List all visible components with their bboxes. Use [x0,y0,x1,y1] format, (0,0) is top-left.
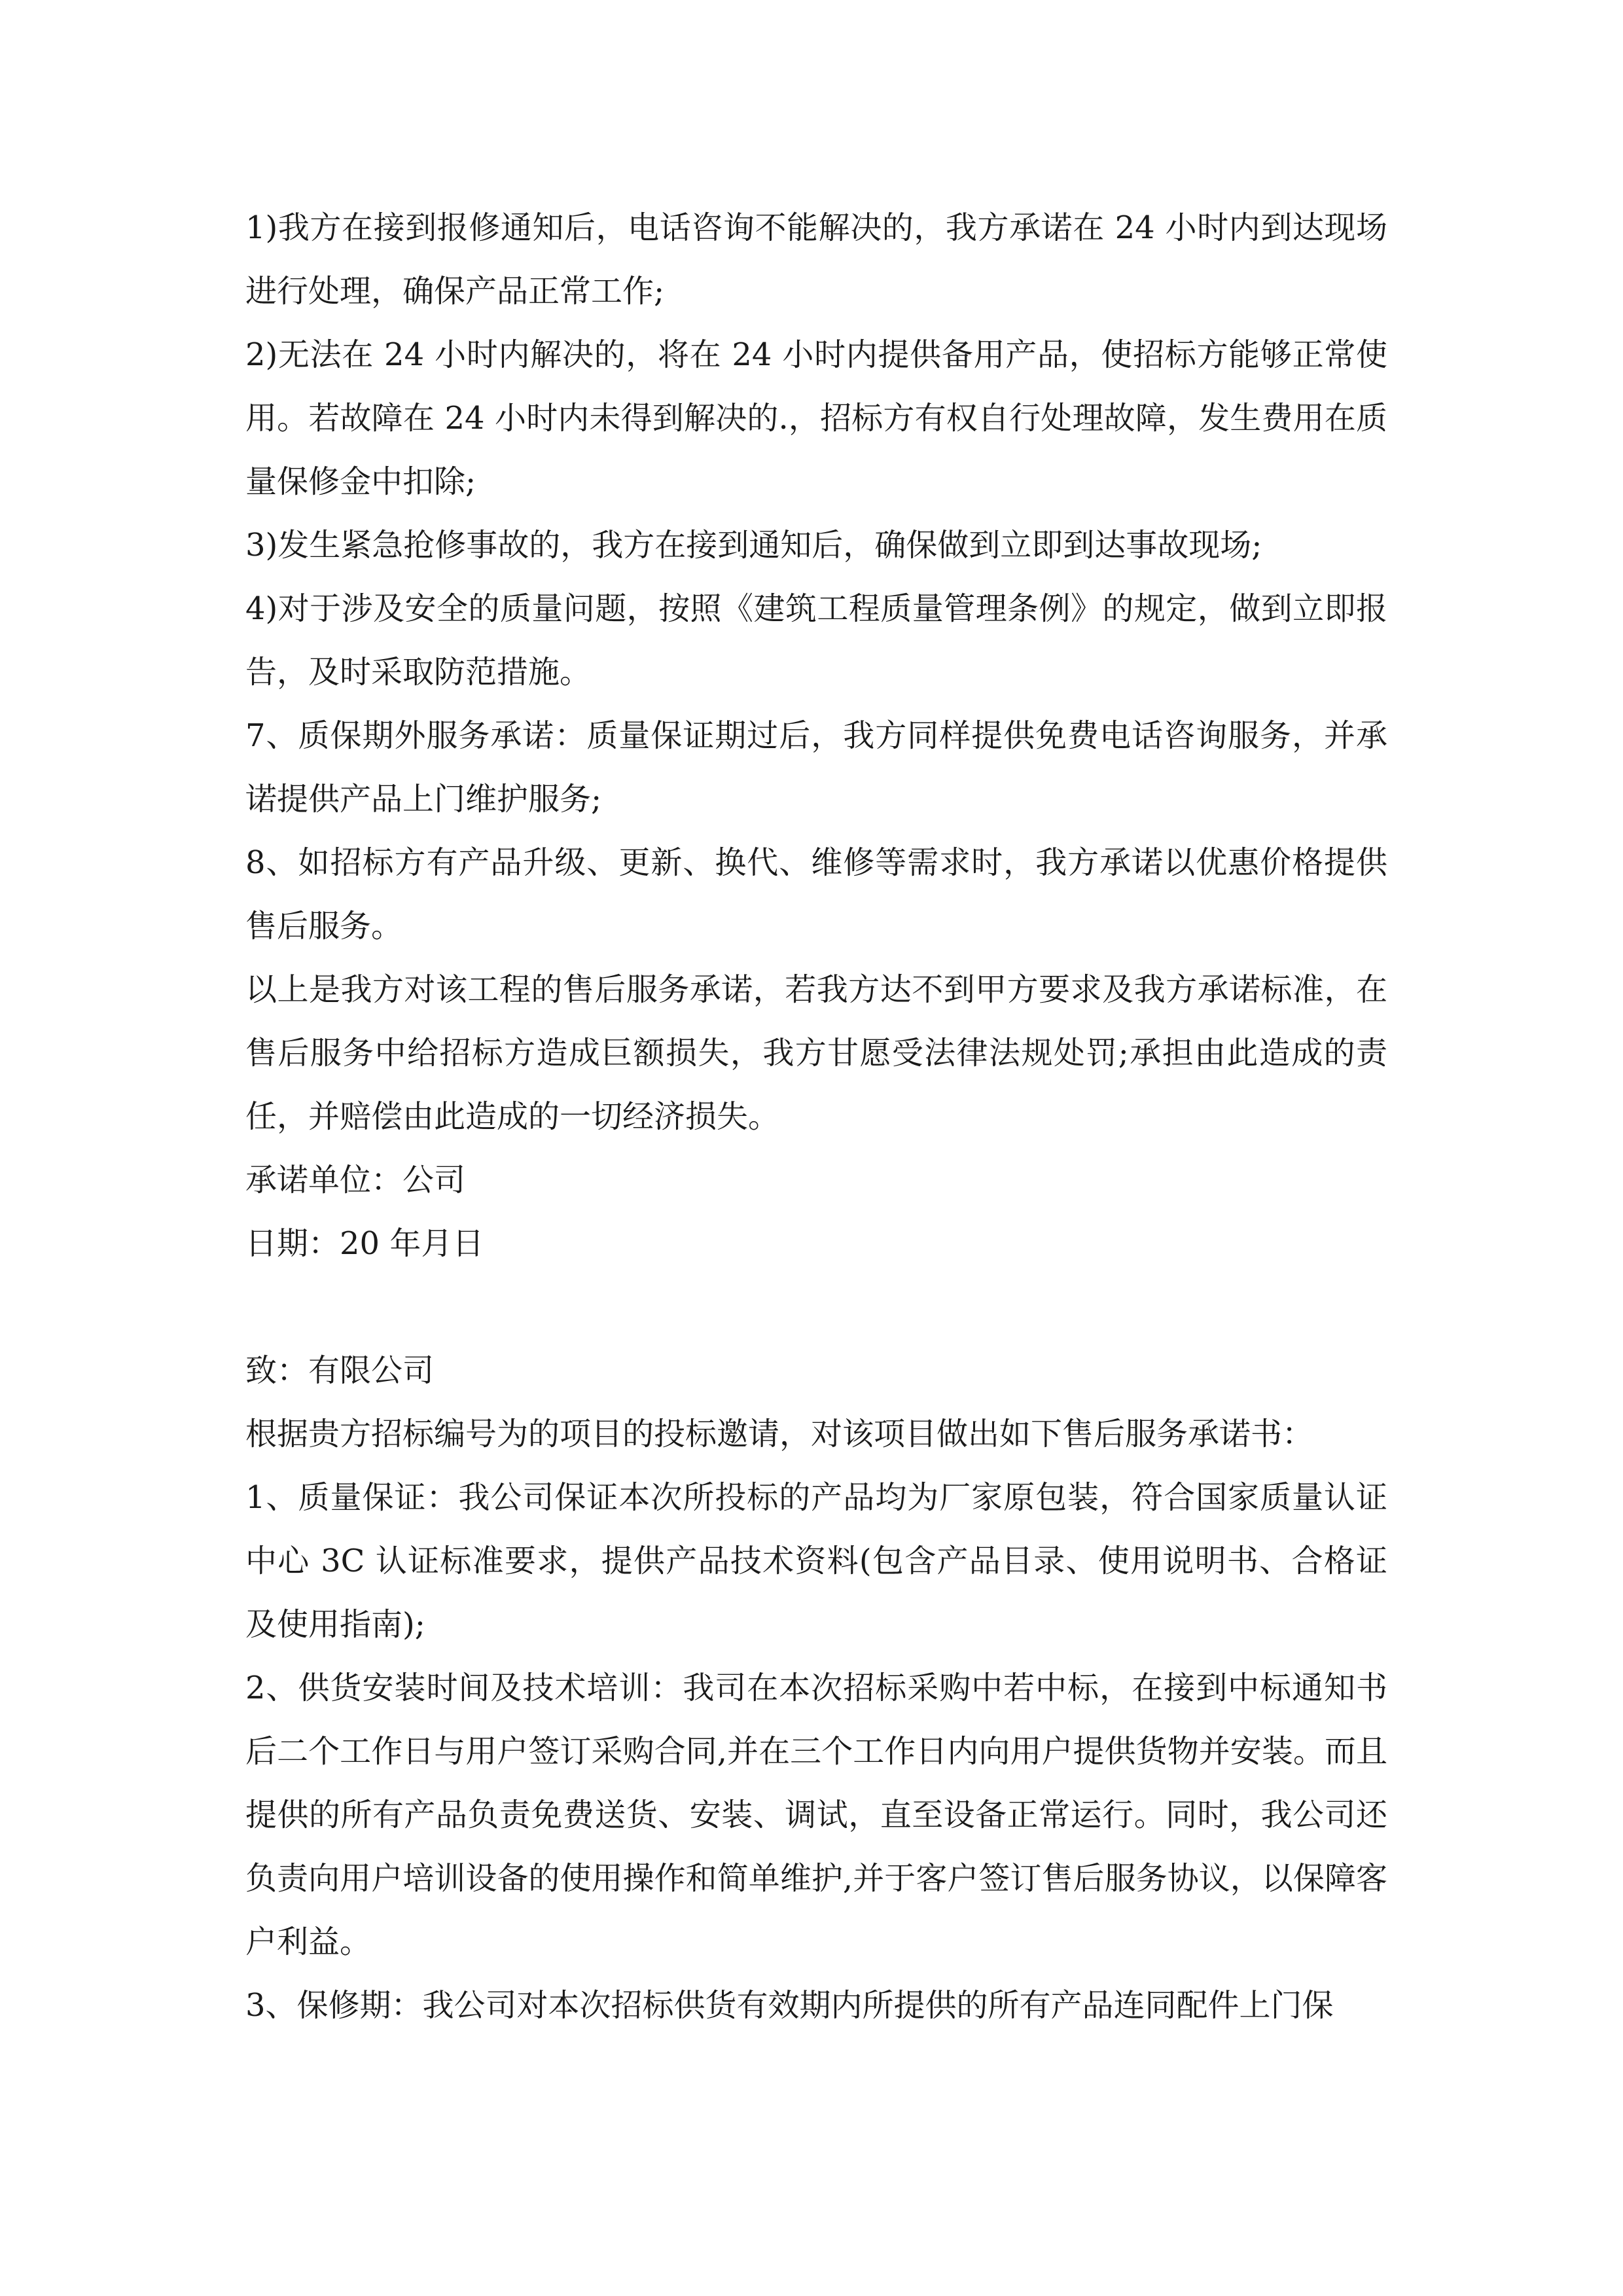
paragraph-repair-24h: 1)我方在接到报修通知后，电话咨询不能解决的，我方承诺在 24 小时内到达现场进行处理，确保产品正常工作; [245,209,1387,310]
salutation: 致：有限公司 [245,1352,435,1389]
section-spacer [245,1276,1387,1339]
paragraph-emergency-repair: 3)发生紧急抢修事故的，我方在接到通知后，确保做到立即到达事故现场; [245,527,1262,564]
document-body [245,196,1387,2037]
paragraph-warranty-period: 3、保修期：我公司对本次招标供货有效期内所提供的所有产品连同配件上门保 [245,1987,1334,2024]
paragraph-quality-guarantee: 1、质量保证：我公司保证本次所投标的产品均为厂家原包装，符合国家质量认证中心 3C 认证标准要求，提供产品技术资料(包含产品目录、使用说明书、合格证及使用指南); [245,1479,1387,1643]
paragraph-delivery-training: 2、供货安装时间及技术培训：我司在本次招标采购中若中标，在接到中标通知书后二个工作日与用户签订采购合同,并在三个工作日内向用户提供货物并安装。而且提供的所有产品负责免费送货、安装、调试，直至设备正常运行。同时，我公司还负责向用户培训设备的使用操作和简单维护,并于客户签订售后服务协议，以保障客户利益。 [245,1670,1387,1960]
commitment-unit: 承诺单位：公司 [245,1162,466,1198]
paragraph-post-warranty: 7、质保期外服务承诺：质量保证期过后，我方同样提供免费电话咨询服务，并承诺提供产品上门维护服务; [245,717,1387,817]
paragraph-intro: 根据贵方招标编号为的项目的投标邀请，对该项目做出如下售后服务承诺书： [245,1416,1314,1452]
commitment-date: 日期：20 年月日 [245,1225,484,1262]
paragraph-commitment-summary: 以上是我方对该工程的售后服务承诺，若我方达不到甲方要求及我方承诺标准，在售后服务中给招标方造成巨额损失，我方甘愿受法律法规处罚;承担由此造成的责任，并赔偿由此造成的一切经济损失。 [245,971,1387,1135]
paragraph-upgrade-service: 8、如招标方有产品升级、更新、换代、维修等需求时，我方承诺以优惠价格提供售后服务。 [245,844,1387,944]
paragraph-backup-product: 2)无法在 24 小时内解决的，将在 24 小时内提供备用产品，使招标方能够正常使用。若故障在 24 小时内未得到解决的.，招标方有权自行处理故障，发生费用在质量保修金中扣除; [245,336,1387,500]
paragraph-safety-quality: 4)对于涉及安全的质量问题，按照《建筑工程质量管理条例》的规定，做到立即报告，及时采取防范措施。 [245,590,1387,691]
